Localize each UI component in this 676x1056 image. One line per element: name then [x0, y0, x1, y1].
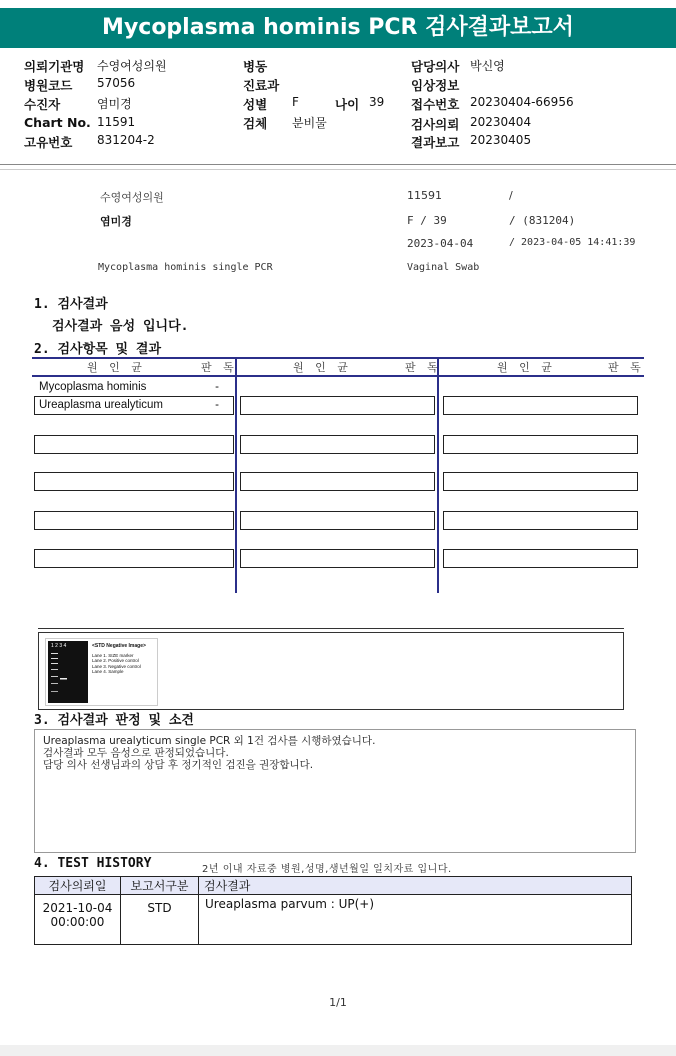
- ward-label: 병동: [243, 59, 268, 74]
- summary-sex-age: F / 39: [407, 214, 447, 227]
- gel-legend: [92, 644, 146, 675]
- patient-value: 염미경: [97, 97, 132, 111]
- summary-birth: / (831204): [509, 214, 576, 227]
- history-time: 00:00:00: [50, 915, 105, 929]
- gel-legend-line: Lane 4. Sample: [92, 669, 124, 674]
- table-header-border: [32, 375, 644, 377]
- empty-cell: [443, 511, 638, 530]
- image-top-line: [38, 628, 624, 629]
- institution-value: 수영여성의원: [97, 59, 167, 73]
- doctor-label: 담당의사: [411, 59, 460, 74]
- summary-slash: /: [509, 189, 513, 202]
- organism-result: -: [215, 399, 219, 411]
- header-divider: [0, 164, 676, 165]
- result-row-1: [34, 378, 234, 397]
- header-divider-2: [0, 169, 676, 170]
- opinion-box: [34, 729, 636, 853]
- gel-caption: <STD Negative Image>: [92, 643, 146, 649]
- sex-value: F: [292, 95, 299, 109]
- history-col-date: 검사의뢰일: [35, 877, 121, 895]
- empty-cell: [240, 435, 435, 454]
- request-value: 20230404: [470, 115, 532, 129]
- patient-label: 수진자: [24, 97, 61, 112]
- col-header-result-3: 판 독: [608, 361, 645, 374]
- summary-report-datetime: / 2023-04-05 14:41:39: [509, 237, 636, 248]
- request-label: 검사의뢰: [411, 117, 460, 132]
- specimen-value: 분비물: [292, 116, 327, 130]
- col-header-organism-3: 원 인 균: [497, 361, 556, 374]
- col-header-result-2: 판 독: [405, 361, 442, 374]
- report-title: Mycoplasma hominis PCR 검사결과보고서: [0, 8, 676, 48]
- empty-cell: [240, 511, 435, 530]
- col-header-organism-2: 원 인 균: [293, 361, 352, 374]
- receipt-label: 접수번호: [411, 97, 460, 112]
- report-value: 20230405: [470, 133, 532, 147]
- summary-request-date: 2023-04-04: [407, 237, 474, 250]
- summary-institution: 수영여성의원: [100, 191, 164, 204]
- empty-cell: [443, 435, 638, 454]
- empty-cell: [443, 396, 638, 415]
- empty-cell: [443, 549, 638, 568]
- empty-cell: [34, 549, 234, 568]
- empty-cell: [34, 511, 234, 530]
- summary-specimen: Vaginal Swab: [407, 262, 480, 273]
- history-date-cell: [35, 895, 121, 945]
- section2-title: 2. 검사항목 및 결과: [34, 342, 162, 357]
- age-value: 39: [369, 95, 385, 109]
- gel-lane-numbers: 1 2 3 4: [51, 643, 67, 649]
- col-header-result-1: 판 독: [201, 361, 238, 374]
- gel-bands: [48, 641, 88, 703]
- opinion-line: Ureaplasma urealyticum single PCR 외 1건 검사를 시행하였습니다.: [43, 735, 376, 747]
- unique-value: 831204-2: [97, 133, 155, 147]
- gel-legend-line: Lane 2. Positive control: [92, 658, 139, 663]
- empty-cell: [240, 396, 435, 415]
- summary-chart: 11591: [407, 189, 442, 202]
- gel-legend-line: Lane 3. Negative control: [92, 663, 141, 669]
- col-header-organism-1: 원 인 균: [87, 361, 146, 374]
- history-row: [35, 895, 632, 945]
- gel-image: [48, 641, 88, 703]
- history-col-type: 보고서구분: [121, 877, 199, 895]
- sex-label: 성별: [243, 97, 268, 112]
- empty-cell: [34, 435, 234, 454]
- section1-text: 검사결과 음성 입니다.: [52, 319, 189, 334]
- history-type: STD: [121, 895, 199, 945]
- summary-test-name: Mycoplasma hominis single PCR: [98, 262, 273, 273]
- hospital-code-label: 병원코드: [24, 78, 73, 93]
- opinion-line: 담당 의사 선생님과의 상담 후 정기적인 검진을 권장합니다.: [43, 759, 314, 771]
- organism-name: Ureaplasma urealyticum: [39, 399, 163, 411]
- institution-label: 의뢰기관명: [24, 59, 85, 74]
- table-col-divider-1: [235, 357, 237, 593]
- history-date: 2021-10-04: [42, 901, 113, 915]
- gel-image-card: [45, 638, 158, 706]
- unique-label: 고유번호: [24, 135, 73, 150]
- gel-legend-line: Lane 1. SIZE marker: [92, 652, 134, 658]
- history-result: Ureaplasma parvum : UP(+): [199, 895, 632, 945]
- page-number: 1/1: [329, 996, 347, 1009]
- table-col-divider-2: [437, 357, 439, 593]
- organism-result: -: [215, 381, 219, 393]
- gel-image-box: [38, 632, 624, 710]
- empty-cell: [240, 472, 435, 491]
- section4-title: 4. TEST HISTORY: [34, 856, 152, 871]
- age-label: 나이: [335, 97, 360, 112]
- empty-cell: [443, 472, 638, 491]
- chart-value: 11591: [97, 115, 136, 129]
- department-label: 진료과: [243, 78, 280, 93]
- history-header-row: [35, 877, 632, 895]
- doctor-value: 박신영: [470, 59, 505, 73]
- specimen-label: 검체: [243, 116, 268, 131]
- summary-patient: 염미경: [100, 215, 132, 228]
- hospital-code-value: 57056: [97, 76, 136, 90]
- chart-label: Chart No.: [24, 115, 91, 130]
- section1-title: 1. 검사결과: [34, 297, 108, 312]
- history-table: [34, 876, 632, 945]
- empty-cell: [34, 472, 234, 491]
- opinion-line: 검사결과 모두 음성으로 판정되었습니다.: [43, 747, 229, 759]
- receipt-value: 20230404-66956: [470, 95, 574, 109]
- report-label: 결과보고: [411, 135, 460, 150]
- empty-cell: [240, 549, 435, 568]
- organism-name: Mycoplasma hominis: [39, 381, 147, 393]
- result-row-2: [34, 396, 234, 415]
- history-col-result: 검사결과: [199, 877, 632, 895]
- section3-title: 3. 검사결과 판정 및 소견: [34, 713, 194, 728]
- clinical-label: 임상정보: [411, 78, 460, 93]
- history-note: 2년 이내 자료중 병원,성명,생년월일 일치자료 입니다.: [202, 864, 452, 875]
